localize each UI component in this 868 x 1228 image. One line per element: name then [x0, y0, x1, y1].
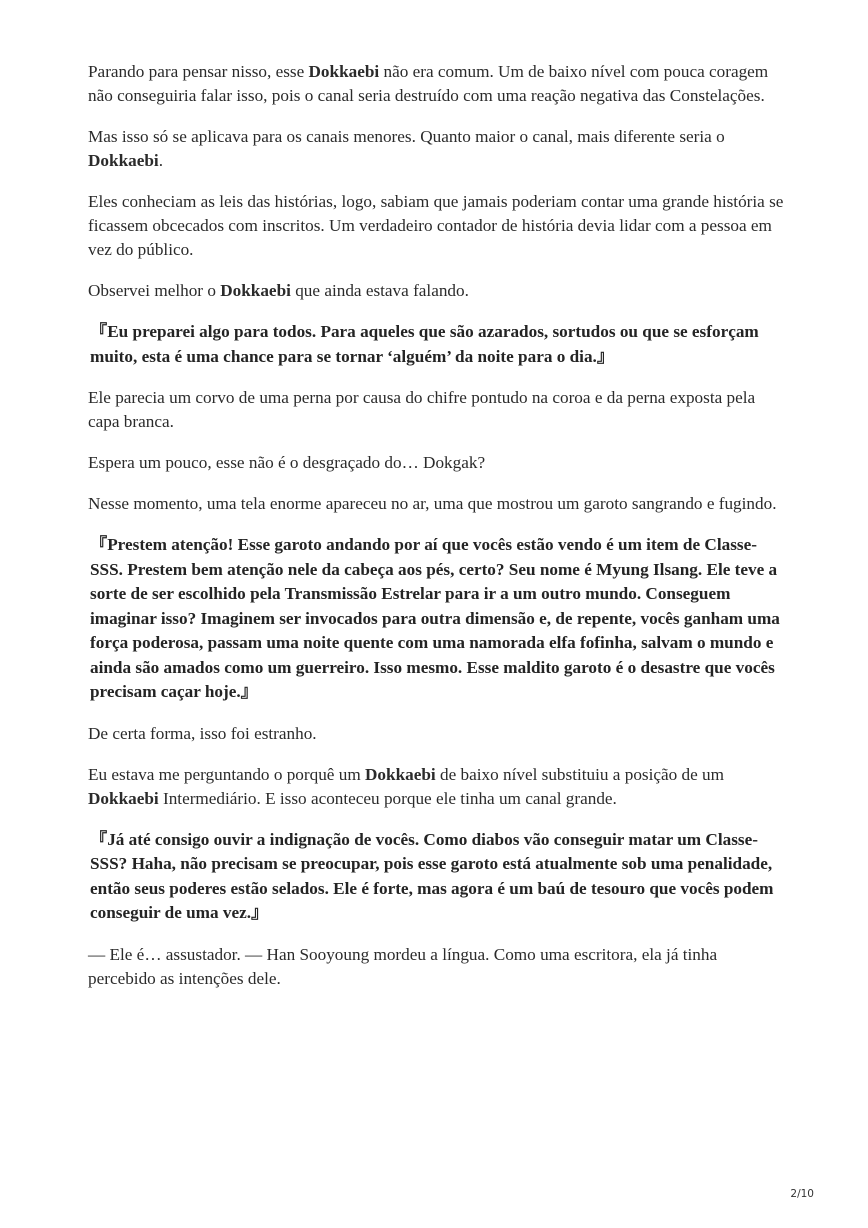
text-span: Espera um pouco, esse não é o desgraçado do… Dokgak? — [88, 453, 486, 472]
text-span: que ainda estava falando. — [290, 281, 469, 300]
dialogue-quote-paragraph — [90, 828, 788, 926]
text-span: Mas isso só se aplicava para os canais menores. Quanto maior o canal, mais diferente seria o — [88, 127, 725, 146]
text-span: Ele parecia um corvo de uma perna por causa do chifre pontudo na coroa e da perna exposta pela capa branca. — [88, 388, 756, 431]
body-paragraph — [88, 125, 788, 173]
text-span: 『Já até consigo ouvir a indignação de vocês. Como diabos vão conseguir matar um Classe-SSS? Haha, não precisam se preocupar, pois esse garoto está atualmente sob uma penalidade, então seus poderes estão selados. Ele é forte, mas agora é um baú de tesouro que vocês podem conseguir de uma vez.』 — [90, 829, 774, 922]
bold-name-span: Dokkaebi — [88, 788, 159, 808]
bold-name-span: Dokkaebi — [220, 281, 291, 300]
dialogue-quote-paragraph — [90, 320, 788, 369]
body-paragraph — [88, 492, 788, 516]
body-paragraph — [88, 386, 788, 434]
body-paragraph — [88, 763, 788, 811]
body-paragraph — [88, 60, 788, 108]
text-span: — Ele é… assustador. — Han Sooyoung mordeu a língua. Como uma escritora, ela já tinha percebido as intenções dele. — [88, 944, 718, 988]
text-span: 『Eu preparei algo para todos. Para aqueles que são azarados, sortudos ou que se esforçam muito, esta é uma chance para se tornar ‘alguém’ da noite para o dia.』 — [90, 322, 759, 366]
text-span: Intermediário. E isso aconteceu porque ele tinha um canal grande. — [158, 788, 617, 808]
bold-name-span: Dokkaebi — [88, 151, 159, 170]
body-paragraph — [88, 451, 788, 475]
text-span: de baixo nível substituiu a posição de um — [435, 764, 725, 784]
text-span: não era comum. Um de baixo nível com pouca coragem não conseguiria falar isso, pois o canal seria destruído com uma reação negativa das Constelações. — [88, 62, 769, 105]
text-span: Eles conheciam as leis das histórias, logo, sabiam que jamais poderiam contar uma grande história se ficassem obcecados com inscritos. Um verdadeiro contador de história devia lidar com a pessoa em vez do público. — [88, 192, 784, 259]
page-number: 2/10 — [790, 1188, 814, 1200]
bold-name-span: Dokkaebi — [365, 764, 436, 784]
document-body — [88, 60, 788, 1008]
bold-name-span: Dokkaebi — [308, 62, 380, 81]
text-span: Observei melhor o — [88, 281, 221, 300]
text-span: 『Prestem atenção! Esse garoto andando por aí que vocês estão vendo é um item de Classe-SSS. Prestem bem atenção nele da cabeça aos pés, certo? Seu nome é Myung Ilsang. Ele teve a sorte de ser escolhido pela Transmissão Estrelar para ir a um outro mundo. Conseguem imaginar isso? Imaginem ser invocados para outra dimensão e, de repente, vocês ganham uma força poderosa, passam uma noite quente com uma namorada elfa fofinha, salvam o mundo e ainda são amados como um guerreiro. Isso mesmo. Esse maldito garoto é o desastre que vocês precisam caçar hoje.』 — [90, 535, 780, 701]
body-paragraph — [88, 190, 788, 262]
text-span: De certa forma, isso foi estranho. — [88, 723, 317, 743]
body-paragraph — [88, 722, 788, 746]
text-span: . — [158, 151, 163, 170]
text-span: Parando para pensar nisso, esse — [88, 62, 309, 81]
body-paragraph — [88, 279, 788, 303]
body-paragraph — [88, 943, 788, 991]
dialogue-quote-paragraph — [90, 533, 788, 705]
text-span: Nesse momento, uma tela enorme apareceu no ar, uma que mostrou um garoto sangrando e fugindo. — [88, 494, 777, 513]
text-span: Eu estava me perguntando o porquê um — [88, 764, 365, 784]
